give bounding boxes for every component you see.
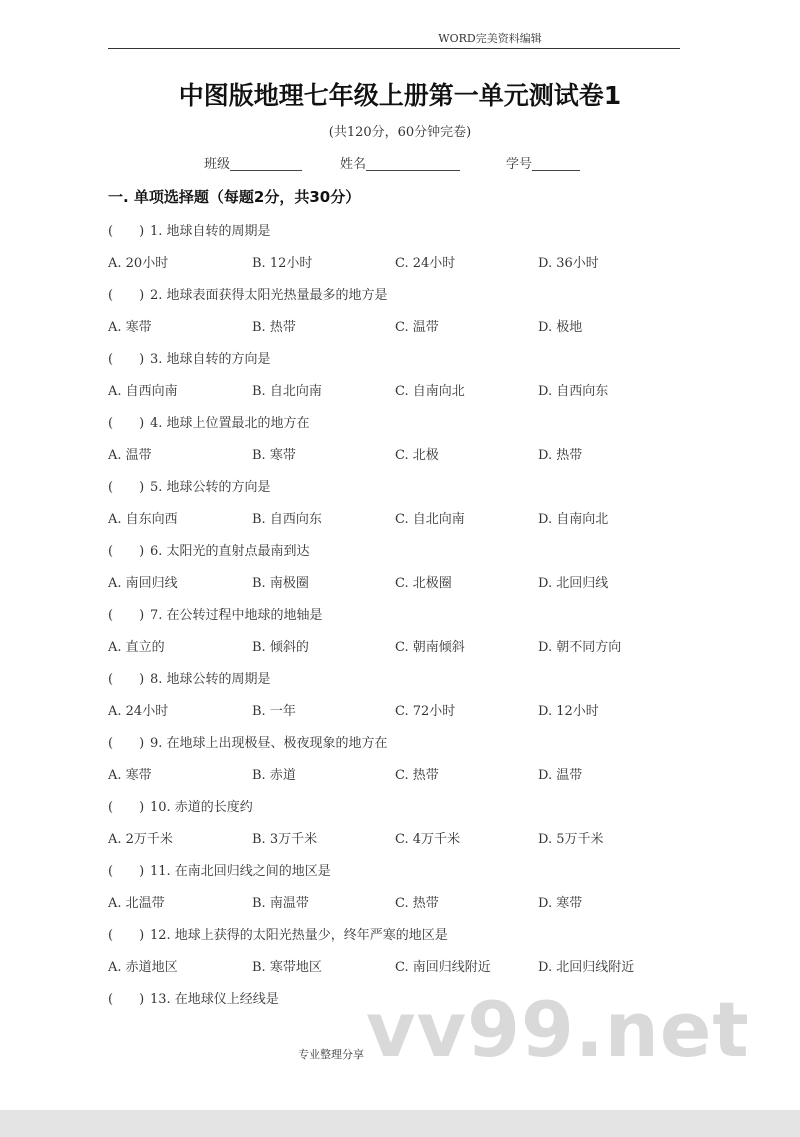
question-stem bbox=[108, 284, 388, 303]
answer-option: B. 自西向东 bbox=[252, 512, 322, 527]
answer-option: A. 北温带 bbox=[108, 896, 165, 911]
answer-option: B. 寒带地区 bbox=[252, 960, 322, 975]
question-stem bbox=[108, 860, 331, 879]
answer-blank: ( ) bbox=[108, 672, 145, 687]
question-stem bbox=[108, 668, 271, 687]
question-text: 12. 地球上获得的太阳光热量少，终年严寒的地区是 bbox=[150, 928, 448, 943]
question-stem bbox=[108, 732, 388, 751]
answer-option: C. 72小时 bbox=[395, 704, 456, 719]
answer-option: C. 热带 bbox=[395, 896, 439, 911]
student-id-label: 学号 bbox=[506, 157, 533, 172]
answer-blank: ( ) bbox=[108, 288, 145, 303]
question-text: 4. 地球上位置最北的地方在 bbox=[150, 416, 310, 431]
question-stem bbox=[108, 348, 271, 367]
answer-option: D. 北回归线附近 bbox=[538, 960, 635, 975]
answer-option: A. 温带 bbox=[108, 448, 152, 463]
answer-option: D. 36小时 bbox=[538, 256, 599, 271]
question-stem bbox=[108, 604, 323, 623]
answer-option: D. 朝不同方向 bbox=[538, 640, 622, 655]
answer-blank: ( ) bbox=[108, 800, 145, 815]
page-title: 中图版地理七年级上册第一单元测试卷1 bbox=[178, 81, 622, 110]
answer-option: B. 12小时 bbox=[252, 256, 313, 271]
watermark-text: vv99.net bbox=[366, 985, 750, 1074]
answer-option: D. 极地 bbox=[538, 320, 583, 335]
question-text: 7. 在公转过程中地球的地轴是 bbox=[150, 608, 323, 623]
question-stem bbox=[108, 796, 253, 815]
answer-option: A. 2万千米 bbox=[108, 832, 173, 847]
answer-option: C. 南回归线附近 bbox=[395, 960, 491, 975]
answer-option: C. 朝南倾斜 bbox=[395, 640, 465, 655]
answer-option: B. 寒带 bbox=[252, 448, 296, 463]
answer-blank: ( ) bbox=[108, 480, 145, 495]
page-subtitle: (共120分，60分钟完卷) bbox=[328, 125, 472, 140]
answer-option: D. 温带 bbox=[538, 768, 583, 783]
answer-option: D. 热带 bbox=[538, 448, 583, 463]
answer-option: A. 20小时 bbox=[108, 256, 169, 271]
question-text: 6. 太阳光的直射点最南到达 bbox=[150, 544, 310, 559]
answer-option: B. 南温带 bbox=[252, 896, 309, 911]
answer-option: C. 4万千米 bbox=[395, 832, 461, 847]
answer-option: C. 温带 bbox=[395, 320, 439, 335]
answer-option: C. 北极圈 bbox=[395, 576, 452, 591]
answer-option: B. 南极圈 bbox=[252, 576, 309, 591]
answer-option: C. 北极 bbox=[395, 448, 439, 463]
page-footer: 专业整理分享 bbox=[298, 1048, 364, 1061]
answer-option: B. 3万千米 bbox=[252, 832, 318, 847]
class-label: 班级 bbox=[204, 157, 231, 172]
question-text: 13. 在地球仪上经线是 bbox=[150, 992, 279, 1007]
answer-option: C. 自北向南 bbox=[395, 512, 465, 527]
answer-blank: ( ) bbox=[108, 736, 145, 751]
question-stem bbox=[108, 412, 310, 431]
answer-option: C. 热带 bbox=[395, 768, 439, 783]
name-label: 姓名 bbox=[340, 157, 367, 172]
answer-option: B. 一年 bbox=[252, 704, 296, 719]
class-field bbox=[204, 153, 302, 172]
answer-option: D. 自南向北 bbox=[538, 512, 609, 527]
answer-option: B. 倾斜的 bbox=[252, 640, 309, 655]
answer-option: C. 自南向北 bbox=[395, 384, 465, 399]
answer-option: A. 南回归线 bbox=[108, 576, 178, 591]
question-stem bbox=[108, 924, 448, 943]
answer-blank: ( ) bbox=[108, 992, 145, 1007]
answer-option: A. 自西向南 bbox=[108, 384, 178, 399]
answer-blank: ( ) bbox=[108, 928, 145, 943]
answer-option: B. 热带 bbox=[252, 320, 296, 335]
answer-option: A. 赤道地区 bbox=[108, 960, 178, 975]
answer-option: D. 自西向东 bbox=[538, 384, 609, 399]
answer-blank: ( ) bbox=[108, 544, 145, 559]
name-blank bbox=[366, 156, 460, 171]
header-rule bbox=[108, 48, 680, 49]
question-text: 10. 赤道的长度约 bbox=[150, 800, 253, 815]
answer-option: D. 寒带 bbox=[538, 896, 583, 911]
student-id-field bbox=[506, 153, 580, 172]
answer-blank: ( ) bbox=[108, 352, 145, 367]
section-heading: 一. 单项选择题（每题2分，共30分） bbox=[108, 188, 361, 206]
answer-option: A. 直立的 bbox=[108, 640, 165, 655]
answer-option: B. 赤道 bbox=[252, 768, 296, 783]
page-header: WORD完美资料编辑 bbox=[438, 32, 542, 45]
answer-blank: ( ) bbox=[108, 864, 145, 879]
answer-option: D. 北回归线 bbox=[538, 576, 609, 591]
answer-option: A. 24小时 bbox=[108, 704, 169, 719]
answer-option: D. 5万千米 bbox=[538, 832, 604, 847]
question-stem bbox=[108, 988, 279, 1007]
question-text: 2. 地球表面获得太阳光热量最多的地方是 bbox=[150, 288, 388, 303]
page-bottom-margin bbox=[0, 1110, 800, 1137]
answer-blank: ( ) bbox=[108, 608, 145, 623]
answer-option: B. 自北向南 bbox=[252, 384, 322, 399]
answer-option: A. 自东向西 bbox=[108, 512, 178, 527]
question-text: 8. 地球公转的周期是 bbox=[150, 672, 271, 687]
answer-option: A. 寒带 bbox=[108, 768, 152, 783]
question-text: 3. 地球自转的方向是 bbox=[150, 352, 271, 367]
name-field bbox=[340, 153, 460, 172]
question-stem bbox=[108, 540, 310, 559]
question-text: 1. 地球自转的周期是 bbox=[150, 224, 271, 239]
class-blank bbox=[230, 156, 302, 171]
question-text: 11. 在南北回归线之间的地区是 bbox=[150, 864, 331, 879]
question-stem bbox=[108, 220, 271, 239]
answer-blank: ( ) bbox=[108, 224, 145, 239]
answer-option: C. 24小时 bbox=[395, 256, 456, 271]
question-text: 9. 在地球上出现极昼、极夜现象的地方在 bbox=[150, 736, 388, 751]
question-stem bbox=[108, 476, 271, 495]
question-text: 5. 地球公转的方向是 bbox=[150, 480, 271, 495]
answer-blank: ( ) bbox=[108, 416, 145, 431]
student-id-blank bbox=[532, 156, 580, 171]
answer-option: A. 寒带 bbox=[108, 320, 152, 335]
answer-option: D. 12小时 bbox=[538, 704, 599, 719]
